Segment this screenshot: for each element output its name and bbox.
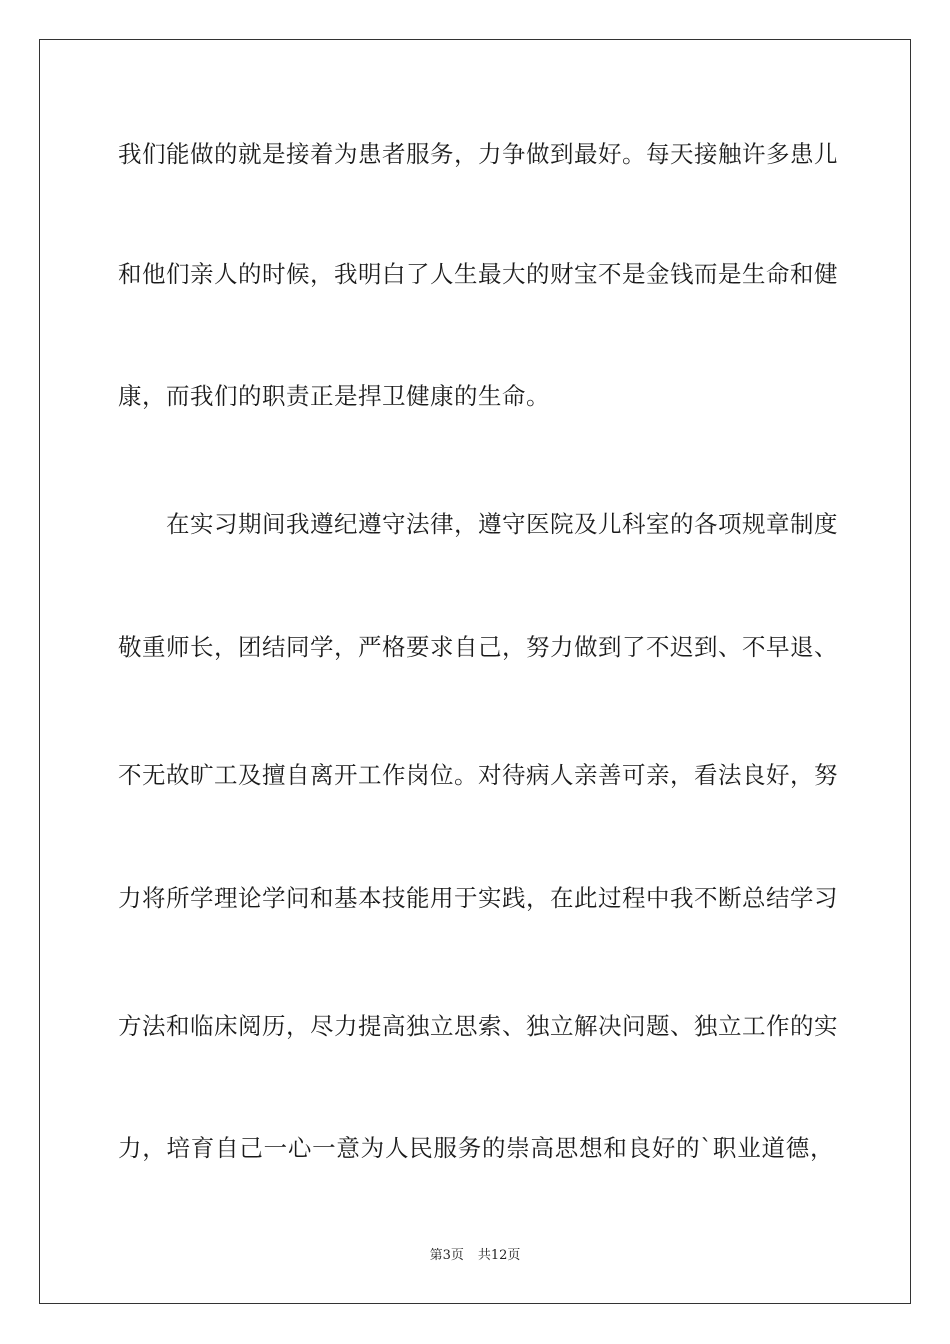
text-line-2: 和他们亲人的时候，我明白了人生最大的财宝不是金钱而是生命和健 — [118, 260, 838, 288]
page-footer — [0, 1248, 950, 1264]
text-line-6: 不无故旷工及擅自离开工作岗位。对待病人亲善可亲，看法良好，努 — [118, 761, 838, 789]
page-total: 共12页 — [477, 1248, 521, 1263]
text-line-3: 康，而我们的职责正是捍卫健康的生命。 — [118, 382, 550, 410]
text-line-4: 在实习期间我遵纪遵守法律，遵守医院及儿科室的各项规章制度 — [166, 510, 838, 538]
page-number: 第3页 — [429, 1248, 464, 1263]
text-line-7: 力将所学理论学问和基本技能用于实践，在此过程中我不断总结学习 — [118, 884, 838, 912]
text-line-1: 我们能做的就是接着为患者服务，力争做到最好。每天接触许多患儿 — [118, 140, 838, 168]
text-line-9: 力，培育自己一心一意为人民服务的崇高思想和良好的`职业道德， — [118, 1134, 834, 1162]
page-border — [39, 39, 911, 1304]
text-line-5: 敬重师长，团结同学，严格要求自己，努力做到了不迟到、不早退、 — [118, 633, 838, 661]
text-line-8: 方法和临床阅历，尽力提高独立思索、独立解决问题、独立工作的实 — [118, 1012, 838, 1040]
